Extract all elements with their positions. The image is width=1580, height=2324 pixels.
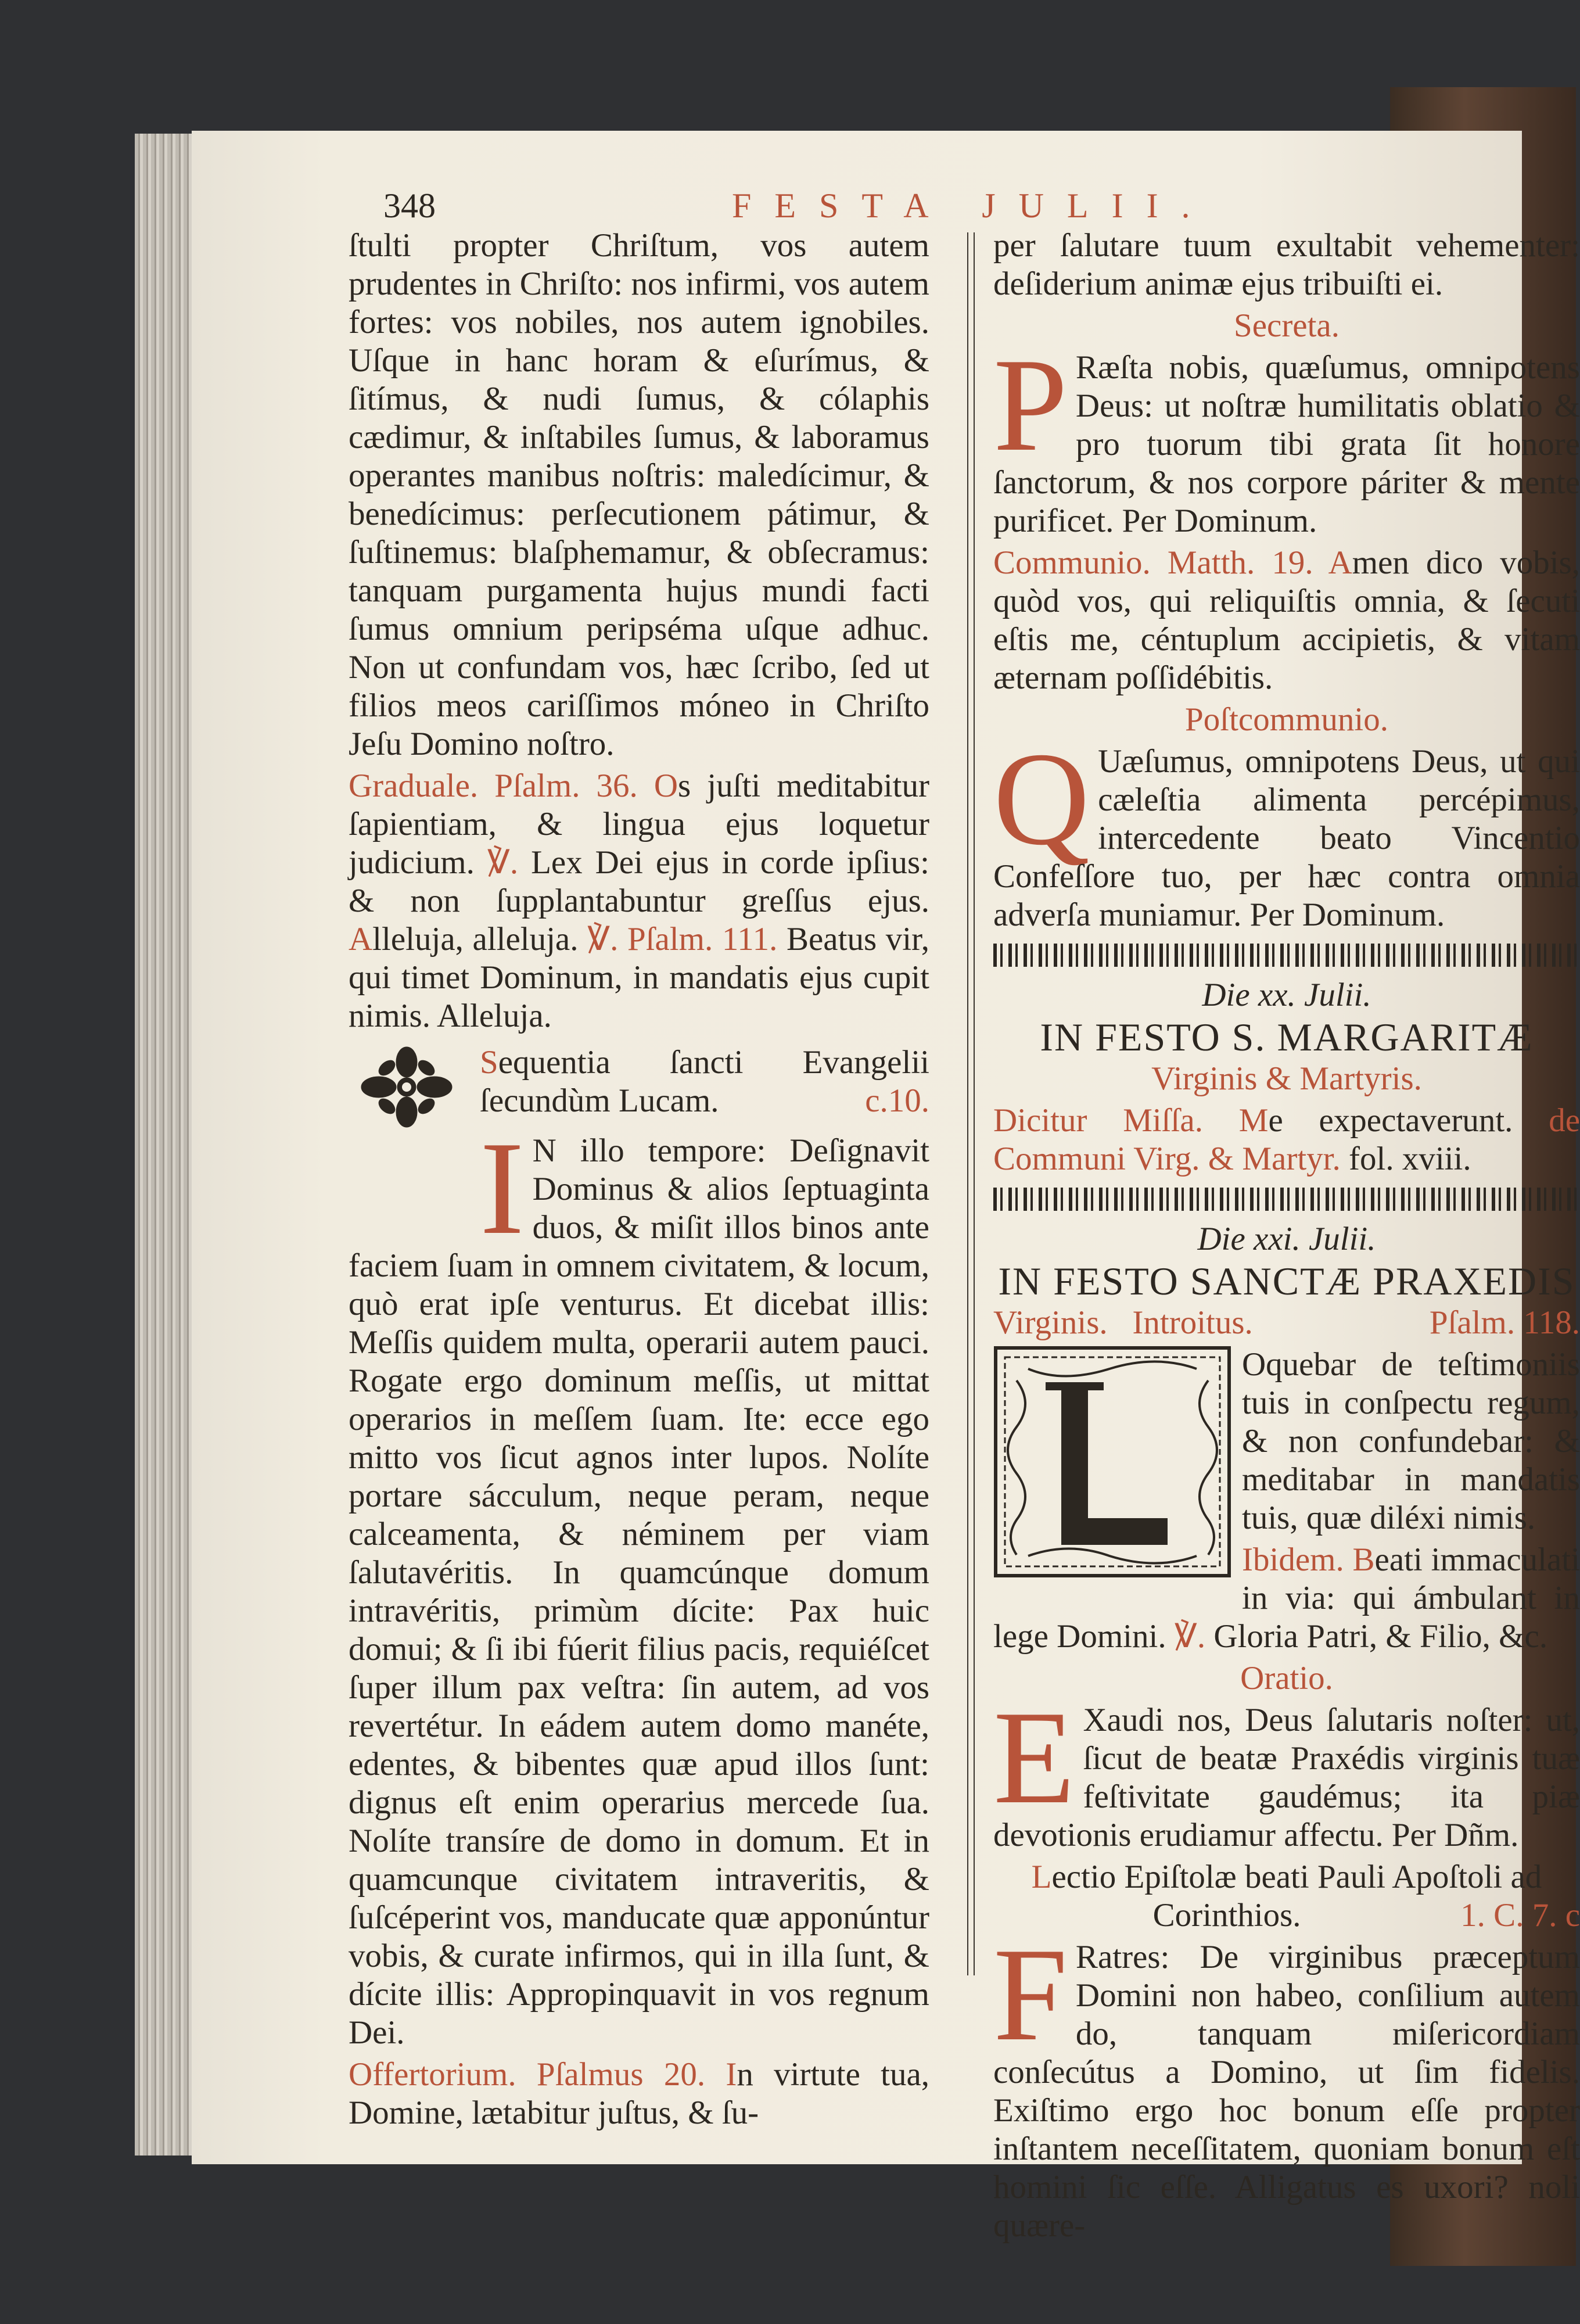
graduale-label: Graduale. Pſalm. 36.: [349, 768, 638, 804]
postcommunio: [993, 725, 1580, 934]
postcommunio-text: Uæſumus, omnipotens Deus, ut qui cæleſtia alimenta percépimus, intercedente beato Vincentio Confeſſore tuo, per hæc contra omnia adverſa muniamur. Per Dominum.: [993, 743, 1580, 933]
column-rule: [967, 232, 975, 1975]
oratio-drop-cap: E: [993, 1683, 1075, 1831]
gospel: [349, 1114, 929, 2052]
feast-note: [993, 1102, 1580, 1178]
running-header: [383, 186, 1435, 232]
alleluia-versicle: ℣. Pſalm. 111.: [587, 921, 778, 957]
feast-subtitle: Virginis & Martyris.: [1151, 1060, 1422, 1097]
introitus-heading-line: [993, 1304, 1580, 1342]
oratio: [993, 1683, 1580, 1855]
secreta-heading: Secreta.: [1234, 307, 1340, 344]
postcommunio-heading: Poſtcommunio.: [1185, 701, 1388, 738]
versicle-mark: ℣.: [487, 844, 519, 881]
feast-title: IN FESTO S. MARGARITÆ: [1040, 1015, 1534, 1059]
rosette-ornament-icon: [349, 1043, 465, 1131]
graduale: [349, 767, 929, 1035]
postcommunio-drop-cap: Q: [993, 725, 1090, 873]
communio: [993, 544, 1580, 697]
alleluia-text: lleluja, alleluja.: [372, 921, 579, 957]
offertorium-label: Offertorium. Pſalmus 20.: [349, 2056, 706, 2093]
offertorium: [349, 2056, 929, 2132]
oratio-text: Xaudi nos, Deus ſalutaris noſter: ut, ſicut de beatæ Praxédis virginis tuæ feſtivitate gaudémus; ita piæ devotionis erudiamur affectu. Per Dñm.: [993, 1702, 1580, 1853]
sequentia-ref: c.10.: [865, 1082, 929, 1119]
right-column: [993, 227, 1580, 2248]
alleluia-initial: A: [349, 921, 373, 957]
date-line: Die xx. Julii.: [1202, 977, 1371, 1013]
lectio-heading: [993, 1858, 1580, 1935]
alleluia-versicle-text: Beatus vir, qui timet Dominum, in mandatis ejus cupit nimis. Alleluja.: [349, 921, 930, 1034]
introitus-label: Introitus.: [1132, 1304, 1253, 1341]
offertorium-initial: I: [726, 2056, 737, 2093]
communio-text: men dico vobis, quòd vos, qui reliquiſtis omnia, & ſecuti eſtis me, céntuplum accipietis, & vitam æternam poſſidébitis.: [993, 544, 1580, 696]
feast-title: IN FESTO SANCTÆ PRAXEDIS: [998, 1259, 1575, 1303]
introitus-ref: Pſalm. 118.: [1429, 1304, 1580, 1341]
secreta: [993, 331, 1580, 540]
sequentia-block: [349, 1043, 929, 1120]
ornamental-border-divider: [993, 944, 1580, 967]
ibidem-label: Ibidem.: [1242, 1541, 1344, 1578]
date-line: Die xxi. Julii.: [1197, 1221, 1376, 1257]
graduale-initial: O: [653, 768, 678, 804]
ibidem-initial: B: [1352, 1541, 1375, 1578]
offertorium-text: n virtute tua, Domine, lætabitur juſtus, & ſu-: [349, 2056, 930, 2131]
feast-subtitle: Virginis.: [993, 1304, 1108, 1341]
feast-note-text: e expectaverunt.: [1268, 1102, 1513, 1139]
offertorium-continuation: per ſalutare tuum exultabit vehementer: deſiderium animæ ejus tribuiſti ei.: [993, 227, 1580, 302]
epistle-text: Ratres: De virginibus præceptum Domini non habeo, conſilium autem do, tanquam miſericordiam conſecútus a Domino, ut ſim fidelis. Exiſtimo ergo hoc bonum eſſe propter inſtantem neceſſitatem, quoniam bonum eſt homini ſic eſſe. Alligatus es uxori? noli quære-: [993, 1939, 1580, 2244]
sequentia-initial: S: [480, 1044, 498, 1081]
communio-label: Communio. Matth. 19.: [993, 544, 1313, 581]
gospel-text: N illo tempore: Deſignavit Dominus & alios ſeptuaginta duos, & miſit illos binos ante faciem ſuam in omnem civitatem, & locum, quò erat ipſe venturus. Et dicebat illis: Meſſis quidem multa, operarii autem pauci. Rogate ergo dominum meſſis, ut mittat operarios in meſſem ſuam. Ite: ecce ego mitto vos ſicut agnos inter lupos. Nolíte portare sácculum, neque peram, neque calceamenta, & néminem per viam ſalutavéritis. In quamcúnque domum intravéritis, primùm dícite: Pax huic domui; & ſi ibi fúerit filius pacis, requiéſcet ſuper illum pax veſtra: ſin autem, ad vos revertétur. In eádem autem domo manéte, edentes, & bibentes quæ apud illos ſunt: dignus eſt enim operarius mercede ſua. Nolíte transíre de domo in domum. Et in quamcunque civitatem intraveritis, & ſuſcéperint vos, manducate quæ apponúntur vobis, & curate infirmos, qui in illa ſunt, & dícite illis: Appropinquavit in vos regnum Dei.: [349, 1132, 929, 2051]
communio-initial: A: [1328, 544, 1352, 581]
epistle-continuation: ſtulti propter Chriſtum, vos autem prudentes in Chriſto: nos infirmi, vos autem fortes: vos nobiles, nos autem ignobiles. Uſque in hanc horam & eſurímus, & ſitímus, & nudi ſumus, & cólaphis cædimur, & inſtabiles ſumus, & laboramus operantes manibus noſtris: maledícimur, & benedícimus: perſecutionem pátimur, & ſuſtinemus: blaſphemamur, & obſecramus: tanquam purgamenta hujus mundi facti ſumus omnium peripséma uſque adhuc. Non ut confundam vos, hæc ſcribo, ſed ut filios meos cariſſimos móneo in Chriſto Jeſu Domino noſtro.: [349, 227, 929, 762]
secreta-drop-cap: P: [993, 331, 1068, 479]
ibidem-versicle-mark: ℣.: [1174, 1618, 1206, 1655]
ornamental-border-divider: [993, 1188, 1580, 1211]
ibidem-text: eati immaculati in via: qui ámbulant in lege Domini.: [993, 1541, 1580, 1655]
running-title: FESTA JULII.: [732, 187, 1213, 225]
feast-note-label: Dicitur Miſſa.: [993, 1102, 1203, 1139]
introitus-block: [993, 1346, 1580, 1656]
decorated-initial-L-icon: [993, 1346, 1231, 1578]
feast-note-folio: fol. xviii.: [1349, 1141, 1471, 1177]
gospel-drop-cap: I: [480, 1114, 525, 1262]
graduale-text: s juſti meditabitur ſapientiam, & lingua ejus loquetur judicium.: [349, 768, 929, 881]
secreta-text: Ræſta nobis, quæſumus, omnipotens Deus: ut noſtræ humilitatis oblatio & pro tuorum tibi grata ſit honore ſanctorum, & nos corpore páriter & mente purificet. Per Dominum.: [993, 349, 1580, 539]
lectio-ref: 1. C. 7. c: [1460, 1897, 1580, 1934]
epistle-drop-cap: F: [993, 1920, 1068, 2068]
book-page: [192, 131, 1580, 2244]
epistle: [993, 1920, 1580, 2245]
versicle-text: Lex Dei ejus in corde ipſius: & non ſupplantabuntur greſſus ejus.: [349, 844, 929, 919]
ibidem-versicle-text: Gloria Patri, & Filio, &c.: [1213, 1618, 1548, 1655]
lectio-initial: L: [1031, 1859, 1052, 1895]
left-column: [349, 227, 929, 2136]
introitus-text: Oquebar de teſtimoniis tuis in conſpectu regum, & non confundebar: & meditabar in mandatis tuis, quæ diléxi nimis.: [1242, 1346, 1580, 1536]
page-number: 348: [383, 187, 436, 225]
oratio-heading: Oratio.: [1240, 1660, 1333, 1697]
sequentia-text: equentia ſancti Evangelii ſecundùm Lucam.: [480, 1044, 929, 1119]
lectio-text: ectio Epiſtolæ beati Pauli Apoſtoli ad Corinthios.: [1051, 1859, 1542, 1934]
feast-note-initial: M: [1238, 1102, 1269, 1139]
feast-note-ref: de Communi Virg. & Martyr.: [993, 1102, 1580, 1177]
